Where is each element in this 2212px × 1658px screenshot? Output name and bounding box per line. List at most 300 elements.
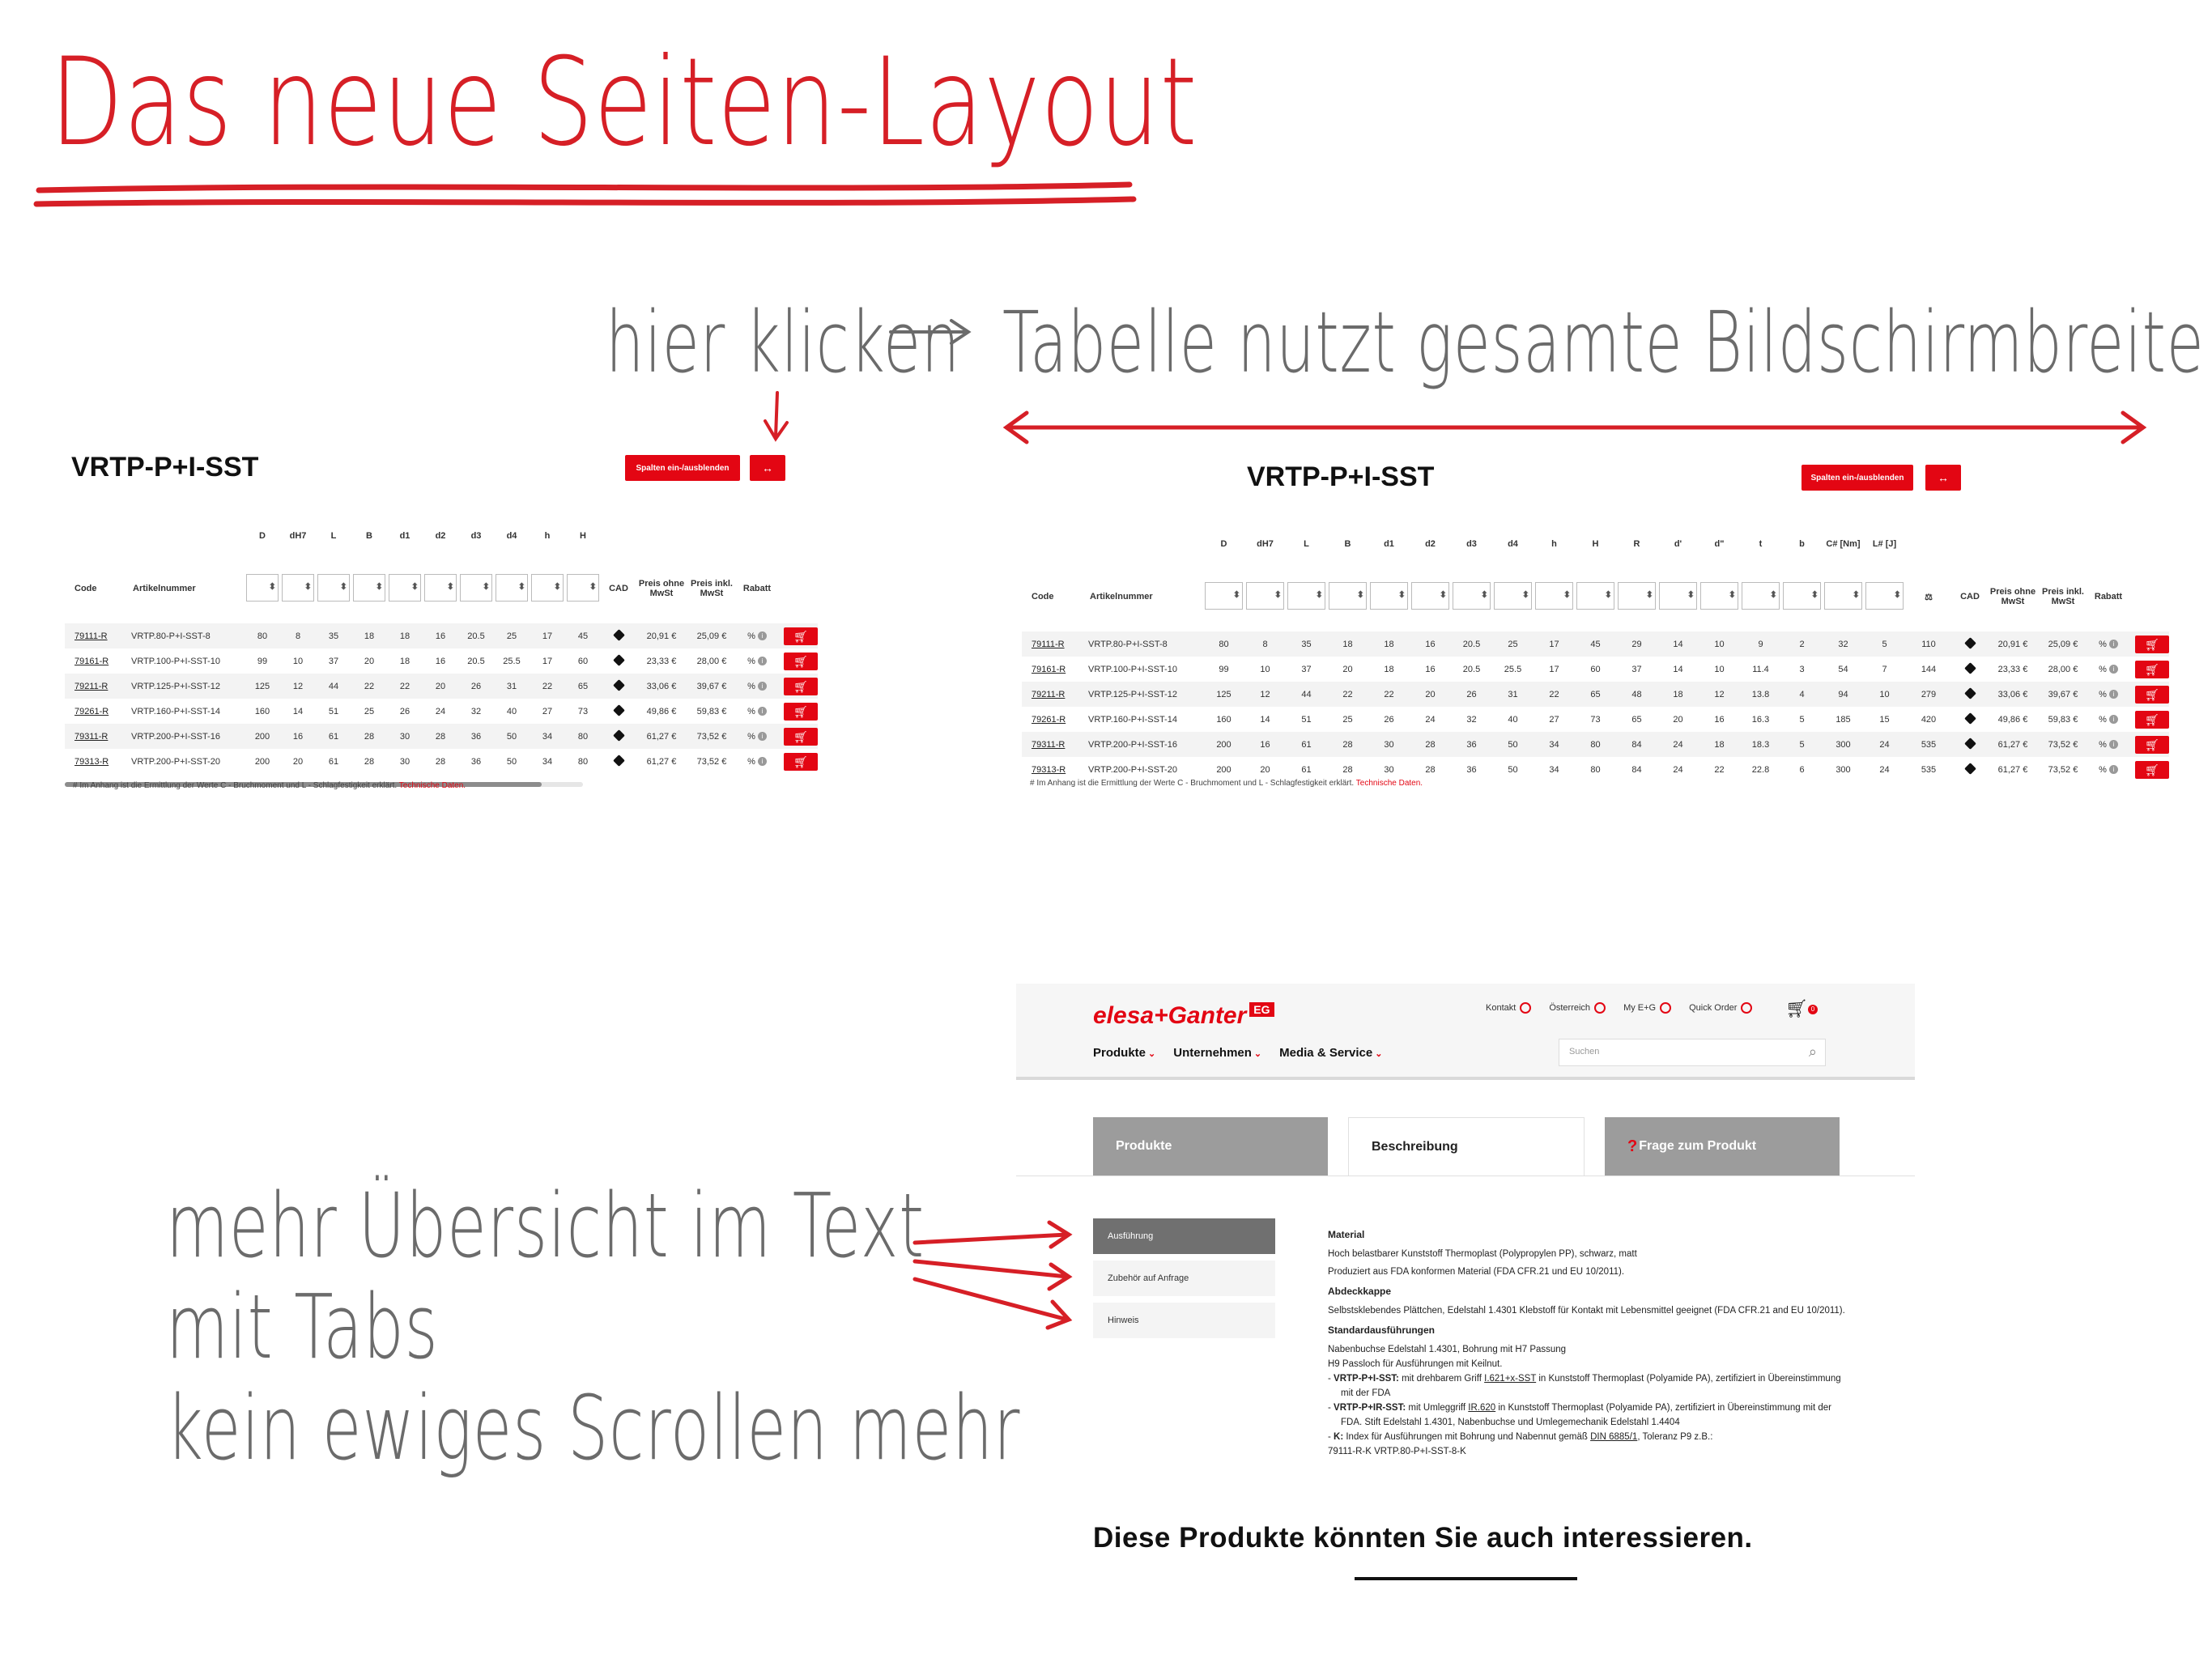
header-blank — [1988, 526, 2038, 562]
dimension-value: 45 — [1575, 631, 1616, 657]
cad-download-icon[interactable] — [613, 755, 625, 767]
dimension-value: 36 — [1466, 764, 1477, 775]
dimension-value: 30 — [399, 756, 410, 767]
add-to-cart-button[interactable]: 🛒︎ — [784, 703, 818, 721]
code-link[interactable]: 79111-R — [1022, 631, 1080, 657]
filter-select[interactable] — [1659, 582, 1697, 610]
price-net: 23,33 € — [1997, 664, 2028, 674]
filter-select[interactable] — [1742, 582, 1780, 610]
filter-select[interactable] — [246, 574, 279, 602]
header-blank — [2129, 526, 2169, 562]
info-icon[interactable]: i — [758, 757, 767, 766]
cad-cell — [601, 724, 636, 749]
footnote-text: # Im Anhang ist die Ermittlung der Werte C - Bruchmoment und L - Schlagfestigkeit erklärt. — [73, 781, 398, 790]
filter-select[interactable] — [460, 574, 492, 602]
header-blank — [1022, 526, 1203, 562]
discount-cell — [2088, 657, 2129, 682]
dimension-value: 160 — [1216, 714, 1231, 725]
filter-select[interactable] — [1287, 582, 1325, 610]
dimension-value: 22 — [1327, 682, 1368, 707]
cart-button[interactable] — [1785, 998, 1818, 1019]
dimension-value: 61 — [1301, 764, 1312, 775]
add-to-cart-button[interactable]: 🛒︎ — [2135, 736, 2169, 754]
column-header: h — [1551, 539, 1557, 549]
header-blank — [1905, 526, 1952, 562]
variant-link[interactable]: IR.620 — [1468, 1403, 1496, 1413]
dimension-value: 54 — [1838, 664, 1848, 674]
discount-cell — [737, 699, 777, 724]
dimension-value: 17 — [542, 656, 553, 666]
filter-select[interactable] — [353, 574, 385, 602]
side-tab-execution[interactable]: Ausführung — [1093, 1218, 1275, 1254]
table-row — [1022, 707, 2169, 732]
add-to-cart-button[interactable]: 🛒︎ — [784, 678, 818, 695]
dimension-value: 25 — [364, 706, 375, 716]
dimension-value: 61 — [328, 756, 339, 767]
dimension-value: 50 — [506, 756, 517, 767]
price-net: 61,27 € — [636, 724, 687, 749]
nav-item-company[interactable] — [1173, 1046, 1261, 1060]
dimension-value: 18 — [1368, 631, 1410, 657]
dimension-value: 16 — [1714, 714, 1725, 725]
dimension-value: 18 — [1327, 631, 1368, 657]
cart-cell — [777, 724, 818, 749]
column-header-code: Code — [74, 584, 97, 593]
add-to-cart-button[interactable]: 🛒︎ — [2135, 636, 2169, 653]
cad-download-icon[interactable] — [1964, 738, 1976, 750]
filter-cell — [351, 554, 387, 623]
discount-cell — [2088, 631, 2129, 657]
cart-cell — [2129, 757, 2169, 782]
dimension-value: 18.3 — [1740, 732, 1781, 757]
info-icon[interactable]: i — [2109, 690, 2118, 699]
header-blank — [65, 518, 245, 554]
header-blank — [777, 518, 818, 554]
filter-select[interactable] — [496, 574, 528, 602]
add-to-cart-button[interactable]: 🛒︎ — [784, 653, 818, 670]
cad-download-icon[interactable] — [1964, 763, 1976, 775]
add-to-cart-button[interactable]: 🛒︎ — [784, 627, 818, 645]
top-link-my-eg[interactable] — [1623, 1002, 1671, 1014]
filter-cell — [565, 554, 601, 623]
dimension-value: 80 — [565, 724, 601, 749]
carousel-indicator[interactable] — [1355, 1577, 1577, 1580]
filter-cell — [1616, 562, 1657, 631]
add-to-cart-button[interactable]: 🛒︎ — [784, 753, 818, 771]
code-link[interactable]: 79161-R — [1032, 664, 1066, 674]
column-header: dH7 — [1257, 539, 1274, 549]
nav-item-media-service[interactable] — [1279, 1046, 1382, 1060]
filter-select[interactable] — [1865, 582, 1904, 610]
header-blank — [777, 554, 818, 623]
toggle-columns-button-right[interactable]: Spalten ein-/ausblenden — [1802, 465, 1913, 491]
discount-label: % — [747, 756, 755, 767]
code-link[interactable]: 79261-R — [1032, 714, 1066, 725]
cad-download-icon[interactable] — [613, 679, 625, 691]
nav-label: Media & Service — [1279, 1046, 1373, 1060]
price-net: 49,86 € — [646, 706, 677, 716]
tab-label: Frage zum Produkt — [1639, 1139, 1757, 1153]
dimension-value: 65 — [1631, 714, 1642, 725]
dimension-value: 10 — [1260, 664, 1270, 674]
add-to-cart-button[interactable]: 🛒︎ — [2135, 761, 2169, 779]
column-header-discount: Rabatt — [742, 584, 772, 593]
dimension-value: 20.5 — [1451, 631, 1492, 657]
cap-text: Selbstsklebendes Plättchen, Edelstahl 1.4301 Klebstoff für Kontakt mit Lebensmittel geeignet (FDA CFR.21 and EU 10/2011). — [1328, 1306, 1845, 1316]
filter-cell — [1286, 562, 1327, 631]
page-title: Das neue Seiten-Layout — [50, 32, 1198, 173]
dimension-value: 28 — [1342, 764, 1353, 775]
cad-cell — [1952, 657, 1988, 682]
weight-value: 535 — [1921, 764, 1937, 775]
chevron-down-icon: ⌄ — [1375, 1049, 1383, 1059]
article-number: VRTP.80-P+I-SST-8 — [123, 623, 245, 648]
annotation-overview-line-1: mehr Übersicht im Text — [166, 1174, 925, 1278]
variant-link[interactable]: DIN 6885/1 — [1590, 1432, 1638, 1442]
code-link[interactable]: 79161-R — [74, 656, 109, 666]
filter-cell — [1823, 562, 1864, 631]
dimension-value: 24 — [1879, 764, 1890, 775]
cad-cell — [1952, 707, 1988, 732]
price-gross: 28,00 € — [2048, 664, 2078, 674]
filter-select[interactable] — [531, 574, 564, 602]
article-number: VRTP.80-P+I-SST-8 — [1080, 631, 1203, 657]
table-row — [1022, 657, 2169, 682]
collapse-table-button[interactable]: ↔ — [1925, 465, 1961, 491]
column-header: d2 — [435, 531, 446, 541]
example-code: 79111-R-K VRTP.80-P+I-SST-8-K — [1328, 1447, 1466, 1456]
article-number: VRTP.125-P+I-SST-12 — [123, 674, 245, 699]
price-net: 33,06 € — [1988, 682, 2038, 707]
dimension-value: 18 — [351, 623, 387, 648]
article-number: VRTP.200-P+I-SST-20 — [1088, 764, 1177, 775]
filter-select[interactable] — [1205, 582, 1243, 610]
cad-download-icon[interactable] — [613, 654, 625, 666]
column-header: C# [Nm] — [1826, 539, 1861, 549]
top-links — [1486, 1002, 1752, 1014]
product-title-right: VRTP-P+I-SST — [1247, 461, 1435, 492]
dimension-value: 36 — [458, 724, 494, 749]
footnote-right — [1030, 779, 1423, 788]
dimension-value: 25 — [1342, 714, 1353, 725]
dimension-value: 22 — [1534, 682, 1575, 707]
cad-download-icon[interactable] — [1964, 687, 1976, 699]
weight-value: 110 — [1905, 631, 1952, 657]
discount-label: % — [2099, 739, 2107, 750]
cad-cell — [1952, 732, 1988, 757]
dimension-value: 11.4 — [1752, 664, 1769, 674]
column-header-discount: Rabatt — [2094, 592, 2123, 602]
elesa-ganter-logo[interactable] — [1093, 1002, 1274, 1030]
discount-label: % — [747, 731, 755, 742]
filter-select[interactable] — [1329, 582, 1367, 610]
column-header: d4 — [1508, 539, 1518, 549]
dimension-value: 18 — [1657, 682, 1699, 707]
dimension-value: 7 — [1882, 664, 1887, 674]
weight-value: 144 — [1921, 664, 1937, 674]
dimension-value: 13.8 — [1740, 682, 1781, 707]
tab-question[interactable] — [1605, 1117, 1840, 1175]
dimension-value: 80 — [1575, 732, 1616, 757]
discount-cell — [737, 724, 777, 749]
filter-select[interactable] — [389, 574, 421, 602]
cart-cell — [2129, 657, 2169, 682]
filter-select[interactable] — [1411, 582, 1449, 610]
header-blank — [737, 518, 777, 554]
dimension-value: 80 — [577, 756, 589, 767]
expand-table-button[interactable]: ↔ — [750, 455, 785, 481]
dimension-value: 31 — [494, 674, 530, 699]
variant-text: in Kunststoff Thermoplast (Polyamide PA), zertifiziert in Übereinstimmung mit der FDA — [1341, 1374, 1841, 1398]
dimension-value: 14 — [1260, 714, 1270, 725]
table-row — [65, 749, 818, 774]
filter-select[interactable] — [1494, 582, 1532, 610]
info-icon[interactable]: i — [2109, 665, 2118, 674]
filter-cell — [458, 554, 494, 623]
cad-cell — [1952, 631, 1988, 657]
top-link-label: Kontakt — [1486, 1002, 1516, 1013]
article-number: VRTP.200-P+I-SST-20 — [131, 756, 220, 767]
dimension-value: 5 — [1799, 714, 1805, 725]
dimension-value: 18 — [1384, 664, 1394, 674]
filter-cell — [245, 554, 280, 623]
code-link[interactable]: 79311-R — [65, 724, 123, 749]
cad-download-icon[interactable] — [1964, 637, 1976, 649]
filter-cell — [1534, 562, 1575, 631]
filter-cell — [1410, 562, 1451, 631]
cad-cell — [601, 699, 636, 724]
filter-select[interactable] — [1576, 582, 1614, 610]
filter-select[interactable] — [282, 574, 314, 602]
dimension-value: 12 — [1699, 682, 1740, 707]
discount-cell — [737, 749, 777, 774]
globe-icon — [1594, 1002, 1606, 1014]
discount-cell — [737, 648, 777, 674]
technical-data-link[interactable]: Technische Daten. — [1355, 779, 1423, 788]
article-number: VRTP.160-P+I-SST-14 — [1088, 714, 1177, 725]
dimension-value: 20 — [423, 674, 458, 699]
header-row-filters — [65, 554, 818, 623]
header-row-filters — [1022, 562, 2169, 631]
cad-download-icon[interactable] — [1964, 662, 1976, 674]
dimension-value: 40 — [1508, 714, 1518, 725]
toggle-columns-button-left[interactable]: Spalten ein-/ausblenden — [625, 455, 740, 481]
top-link-label: My E+G — [1623, 1002, 1657, 1013]
dimension-value: 24 — [1864, 732, 1905, 757]
cad-cell — [1952, 757, 1988, 782]
footnote-left — [73, 781, 466, 790]
cad-download-icon[interactable] — [613, 629, 625, 641]
column-header: d4 — [506, 531, 517, 541]
header-blank — [636, 518, 687, 554]
filter-cell — [1699, 562, 1740, 631]
price-gross: 28,00 € — [696, 656, 727, 666]
code-link[interactable]: 79311-R — [1022, 732, 1080, 757]
top-link-contact[interactable] — [1486, 1002, 1531, 1014]
filter-select[interactable] — [567, 574, 599, 602]
filter-select[interactable] — [1246, 582, 1284, 610]
nav-label: Produkte — [1093, 1046, 1146, 1060]
dimension-value: 16 — [423, 623, 458, 648]
tab-description[interactable] — [1348, 1117, 1585, 1175]
add-to-cart-button[interactable]: 🛒︎ — [2135, 711, 2169, 729]
filter-select[interactable] — [317, 574, 350, 602]
info-icon[interactable]: i — [2109, 715, 2118, 724]
column-header-price-gross: Preis inkl. MwSt — [2042, 587, 2084, 606]
dimension-value: 35 — [316, 623, 351, 648]
column-header: R — [1633, 539, 1640, 549]
variant-name: K: — [1334, 1432, 1344, 1442]
filter-cell — [1244, 562, 1286, 631]
annotation-click-here: hier klicken — [606, 293, 960, 392]
side-tab-accessories[interactable]: Zubehör auf Anfrage — [1093, 1261, 1275, 1296]
column-header-code: Code — [1032, 592, 1054, 602]
info-icon[interactable]: i — [2109, 765, 2118, 774]
column-header: d" — [1714, 539, 1725, 549]
price-gross: 73,52 € — [687, 724, 737, 749]
filter-select[interactable] — [1453, 582, 1491, 610]
dimension-value: 3 — [1799, 664, 1805, 674]
code-link[interactable]: 79111-R — [65, 623, 123, 648]
dimension-value: 44 — [1286, 682, 1327, 707]
dimension-value: 36 — [470, 756, 482, 767]
dimension-value: 27 — [1549, 714, 1559, 725]
dimension-value: 18 — [399, 656, 410, 666]
cart-cell — [2129, 707, 2169, 732]
cad-download-icon[interactable] — [613, 704, 625, 716]
dimension-value: 44 — [316, 674, 351, 699]
filter-cell — [316, 554, 351, 623]
discount-label: % — [747, 656, 755, 666]
cad-download-icon[interactable] — [1964, 712, 1976, 725]
price-net: 49,86 € — [1997, 714, 2028, 725]
dimension-value: 15 — [1879, 714, 1890, 725]
dimension-value: 20.5 — [458, 623, 494, 648]
filter-select[interactable] — [424, 574, 457, 602]
dimension-value: 2 — [1781, 631, 1823, 657]
filter-select[interactable] — [1370, 582, 1408, 610]
discount-label: % — [2099, 639, 2107, 649]
dimension-value: 10 — [1864, 682, 1905, 707]
info-icon[interactable]: i — [2109, 640, 2118, 648]
dimension-value: 20 — [1342, 664, 1353, 674]
info-icon[interactable]: i — [758, 707, 767, 716]
tab-products[interactable] — [1093, 1117, 1328, 1175]
dimension-value: 28 — [423, 724, 458, 749]
price-net: 23,33 € — [646, 656, 677, 666]
filter-cell — [1451, 562, 1492, 631]
variant-link[interactable]: I.621+x-SST — [1484, 1374, 1537, 1384]
dimension-value: 5 — [1781, 732, 1823, 757]
dimension-value: 84 — [1616, 732, 1657, 757]
variant-text: in Kunststoff Thermoplast (Polyamide PA), zertifiziert in Übereinstimmung mit der FDA. Stift Edelstahl 1.4301, Nabenbuchse und Umlegemechanik Edelstahl 1.4404 — [1341, 1403, 1831, 1427]
code-link[interactable]: 79313-R — [1032, 764, 1066, 775]
dimension-value: 22 — [387, 674, 423, 699]
discount-label: % — [2099, 764, 2107, 775]
code-link[interactable]: 79211-R — [1022, 682, 1080, 707]
dimension-value: 24 — [1673, 764, 1683, 775]
cad-download-icon[interactable] — [613, 729, 625, 742]
filter-select[interactable] — [1824, 582, 1862, 610]
material-heading: Material — [1328, 1229, 1365, 1240]
discount-label: % — [2099, 714, 2107, 725]
dimension-value: 12 — [280, 674, 316, 699]
variant-text: Index für Ausführungen mit Bohrung und Nabennut gemäß — [1343, 1432, 1591, 1442]
discount-label: % — [747, 681, 755, 691]
dimension-value: 10 — [1714, 664, 1725, 674]
price-net: 61,27 € — [646, 756, 677, 767]
dimension-value: 10 — [1699, 631, 1740, 657]
filter-select[interactable] — [1535, 582, 1573, 610]
dimension-value: 30 — [1368, 732, 1410, 757]
search-icon[interactable]: ⌕ — [1808, 1044, 1817, 1060]
info-icon[interactable]: i — [758, 732, 767, 741]
add-to-cart-button[interactable]: 🛒︎ — [784, 728, 818, 746]
dimension-value: 185 — [1836, 714, 1851, 725]
add-to-cart-button[interactable]: 🛒︎ — [2135, 661, 2169, 678]
dimension-value: 160 — [254, 706, 270, 716]
search-placeholder: Suchen — [1569, 1047, 1600, 1056]
product-table-left — [65, 518, 818, 774]
code-link[interactable]: 79261-R — [74, 706, 109, 716]
code-link[interactable]: 79313-R — [74, 756, 109, 767]
dimension-value: 73 — [577, 706, 589, 716]
clock-icon — [1741, 1002, 1752, 1014]
dimension-value: 32 — [470, 706, 482, 716]
filter-select[interactable] — [1700, 582, 1738, 610]
dimension-value: 32 — [1466, 714, 1477, 725]
nav-item-products[interactable] — [1093, 1046, 1155, 1060]
dimension-value: 18 — [387, 623, 423, 648]
dimension-value: 18 — [1699, 732, 1740, 757]
search-input[interactable] — [1559, 1039, 1826, 1066]
code-link[interactable]: 79211-R — [65, 674, 123, 699]
side-tab-note[interactable]: Hinweis — [1093, 1303, 1275, 1338]
top-link-label: Österreich — [1549, 1002, 1591, 1013]
filter-select[interactable] — [1783, 582, 1821, 610]
info-icon[interactable]: i — [758, 682, 767, 691]
dimension-value: 125 — [1203, 682, 1244, 707]
info-icon[interactable]: i — [758, 657, 767, 665]
technical-data-link[interactable]: Technische Daten. — [398, 781, 466, 790]
table-row — [1022, 732, 2169, 757]
top-link-country[interactable] — [1549, 1002, 1606, 1014]
info-icon[interactable]: i — [2109, 740, 2118, 749]
table-row — [1022, 682, 2169, 707]
dimension-value: 22 — [1714, 764, 1725, 775]
top-link-quick-order[interactable] — [1689, 1002, 1752, 1014]
filter-cell — [1327, 562, 1368, 631]
info-icon[interactable]: i — [758, 631, 767, 640]
filter-select[interactable] — [1618, 582, 1656, 610]
dimension-value: 28 — [1327, 732, 1368, 757]
column-header: L — [1304, 539, 1309, 549]
dimension-value: 16 — [435, 656, 446, 666]
dimension-value: 37 — [1301, 664, 1312, 674]
add-to-cart-button[interactable]: 🛒︎ — [2135, 686, 2169, 704]
price-gross: 73,52 € — [2038, 732, 2088, 757]
variant-name: VRTP-P+IR-SST: — [1334, 1403, 1406, 1413]
user-icon — [1660, 1002, 1671, 1014]
column-header: H — [1592, 539, 1599, 549]
dimension-value: 65 — [1575, 682, 1616, 707]
header-row-labels — [65, 518, 818, 554]
price-net: 20,91 € — [1988, 631, 2038, 657]
article-number: VRTP.200-P+I-SST-16 — [123, 724, 245, 749]
cart-cell — [2129, 631, 2169, 657]
dimension-value: 35 — [1286, 631, 1327, 657]
dimension-value: 200 — [1203, 732, 1244, 757]
